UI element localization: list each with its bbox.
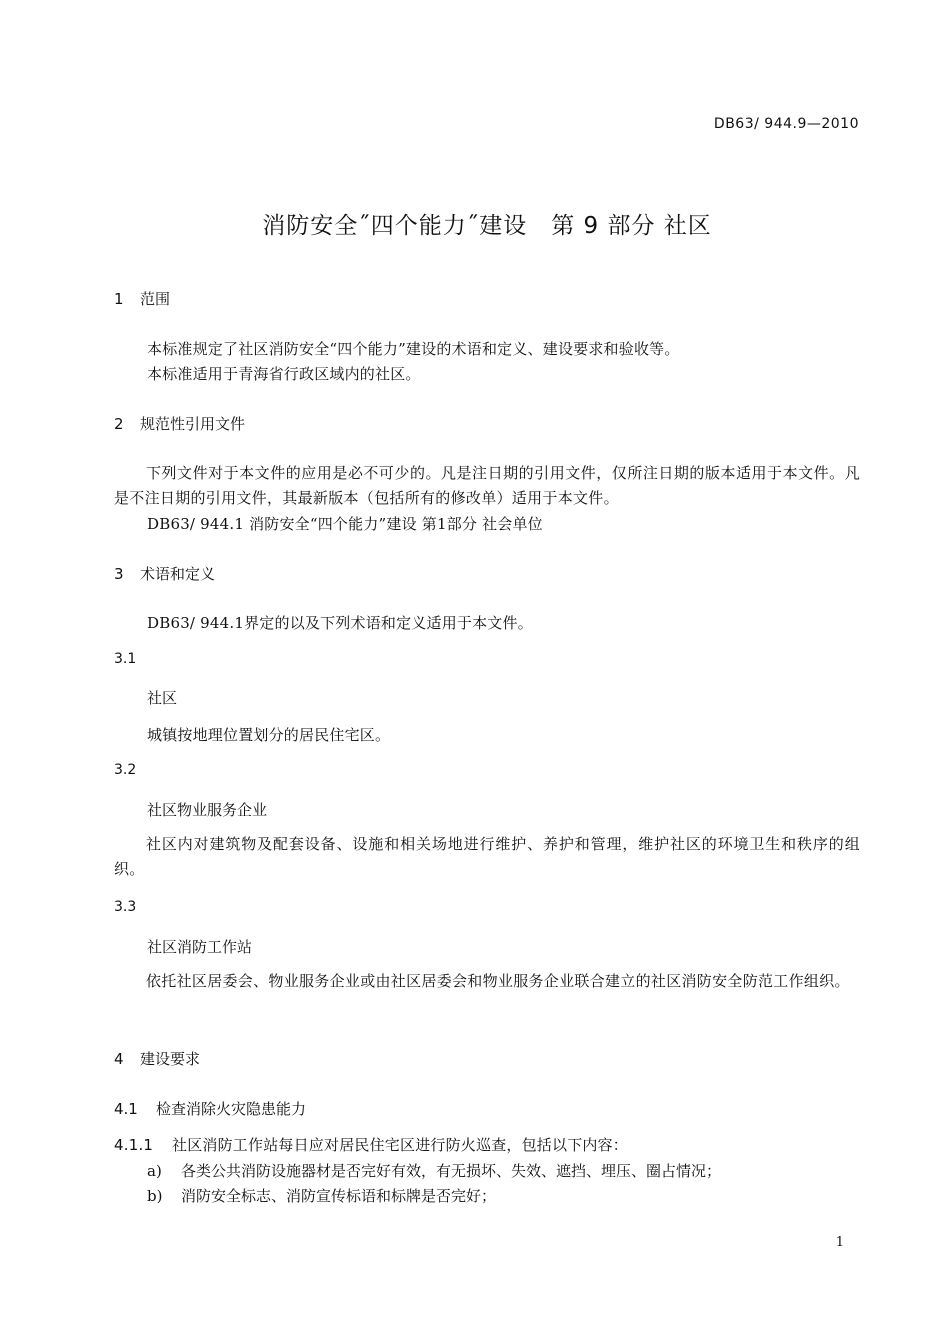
term-definition: 社区内对建筑物及配套设备、设施和相关场地进行维护、养护和管理，维护社区的环境卫生和秩序的组织。 xyxy=(114,835,860,878)
section-4-heading xyxy=(114,1048,200,1069)
document-title: 消防安全˝四个能力˝建设 第 9 部分 社区 xyxy=(262,213,712,239)
normative-reference: DB63/ 944.1 消防安全“四个能力”建设 第1部分 社会单位 xyxy=(147,515,543,533)
section-number: 3 xyxy=(114,565,124,583)
term-definition: 城镇按地理位置划分的居民住宅区。 xyxy=(147,726,391,744)
clause-4-1-1 xyxy=(114,1134,628,1155)
list-item xyxy=(147,1185,496,1206)
list-item-label: b) xyxy=(147,1187,163,1205)
subsection-title: 检查消除火灾隐患能力 xyxy=(156,1100,307,1118)
section-number: 4 xyxy=(114,1050,124,1068)
section-2-heading xyxy=(114,413,245,434)
term-number: 3.1 xyxy=(114,651,137,667)
section-3-intro: DB63/ 944.1界定的以及下列术语和定义适用于本文件。 xyxy=(147,614,533,632)
term-number: 3.3 xyxy=(114,899,137,915)
page-number: 1 xyxy=(835,1235,844,1250)
section-1-paragraph-1: 本标准规定了社区消防安全“四个能力”建设的术语和定义、建设要求和验收等。 xyxy=(147,340,680,358)
section-number: 1 xyxy=(114,290,124,308)
standard-code: DB63/ 944.9—2010 xyxy=(713,116,859,132)
clause-text: 社区消防工作站每日应对居民住宅区进行防火巡查，包括以下内容： xyxy=(172,1136,629,1154)
term-name: 社区 xyxy=(147,689,178,707)
term-name: 社区消防工作站 xyxy=(147,938,253,956)
term-number: 3.2 xyxy=(114,762,137,778)
section-number: 2 xyxy=(114,415,124,433)
section-1-paragraph-2: 本标准适用于青海省行政区域内的社区。 xyxy=(147,365,421,383)
list-item xyxy=(147,1160,721,1181)
list-item-label: a) xyxy=(147,1162,162,1180)
list-item-text: 各类公共消防设施器材是否完好有效，有无损坏、失效、遮挡、埋压、圈占情况； xyxy=(181,1162,722,1180)
section-title: 范围 xyxy=(140,290,171,308)
section-title: 建设要求 xyxy=(140,1050,201,1068)
clause-number: 4.1.1 xyxy=(114,1136,154,1154)
section-title: 术语和定义 xyxy=(140,565,216,583)
term-name: 社区物业服务企业 xyxy=(147,801,268,819)
list-item-text: 消防安全标志、消防宣传标语和标牌是否完好； xyxy=(181,1187,497,1205)
subsection-number: 4.1 xyxy=(114,1100,138,1118)
section-title: 规范性引用文件 xyxy=(140,415,246,433)
term-definition: 依托社区居委会、物业服务企业或由社区居委会和物业服务企业联合建立的社区消防安全防范工作组织。 xyxy=(146,972,850,990)
subsection-4-1-heading xyxy=(114,1098,306,1119)
section-3-heading xyxy=(114,563,215,584)
section-1-heading xyxy=(114,288,170,309)
section-2-paragraph: 下列文件对于本文件的应用是必不可少的。凡是注日期的引用文件，仅所注日期的版本适用于本文件。凡是不注日期的引用文件，其最新版本（包括所有的修改单）适用于本文件。 xyxy=(114,464,860,507)
